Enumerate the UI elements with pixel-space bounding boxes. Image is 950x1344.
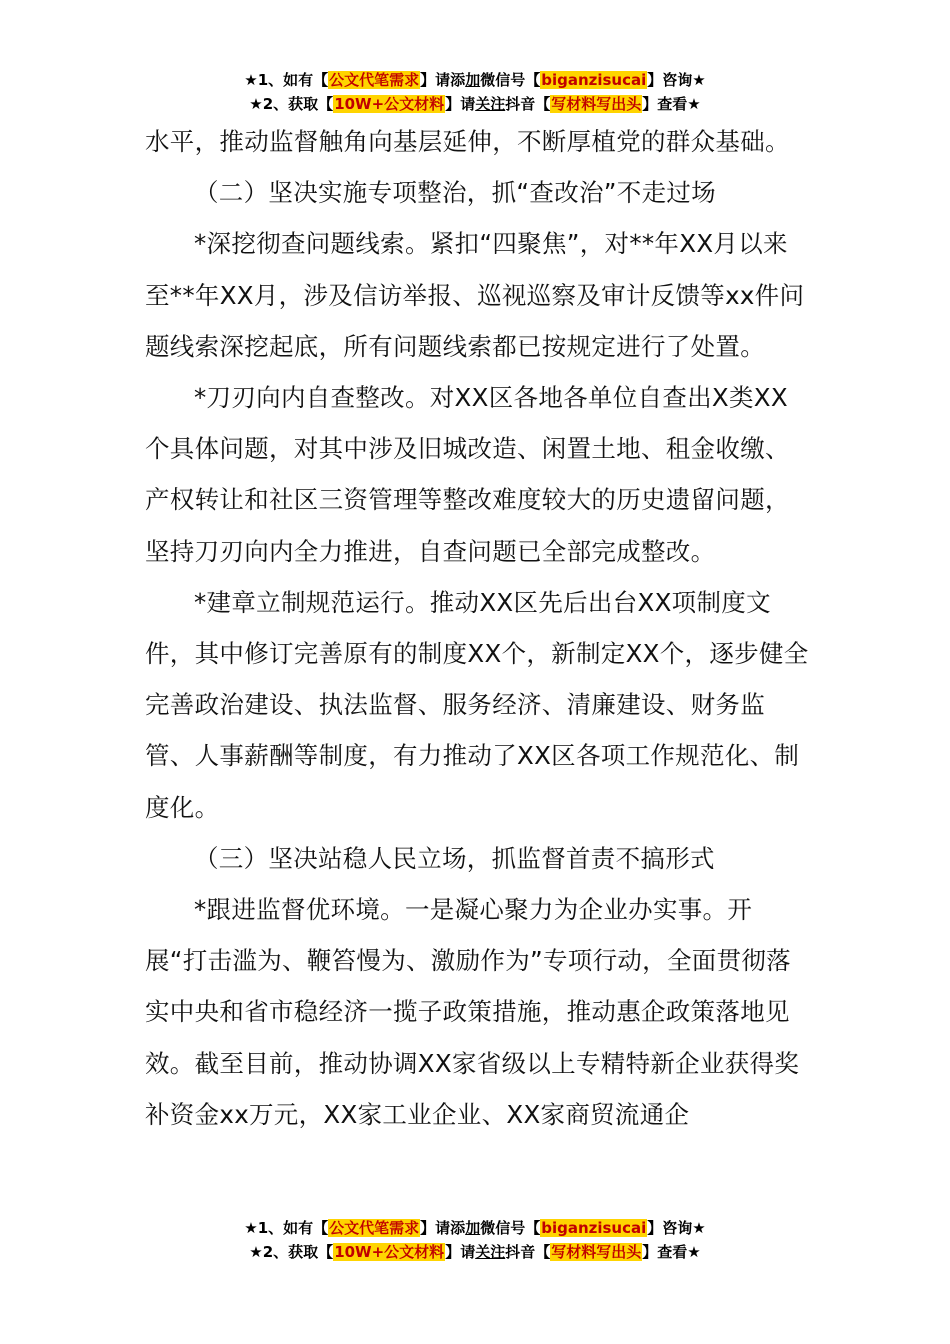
section-heading: （三）坚决站稳人民立场，抓监督首责不搞形式 (194, 843, 715, 873)
paragraph: *建章立制规范运行。推动XX区先后出台XX项制度文件，其中修订完善原有的制度XX个，新制定XX个，逐步健全完善政治建设、执法监督、服务经济、清廉建设、财务监管、人事薪酬等制度，有力推动了XX区各项工作规范化、制度化。 (145, 587, 809, 822)
banner-text: 】请 (445, 95, 476, 113)
highlight-wechat-id: biganzisucai (541, 1219, 647, 1237)
paragraph: 水平，推动监督触角向基层延伸，不断厚植党的群众基础。 (145, 127, 790, 156)
banner-emphasis: 关注 (475, 95, 506, 113)
banner-line-1 (0, 68, 950, 92)
banner-text: 抖音【 (505, 95, 551, 113)
banner-text: ★2、获取【 (249, 95, 334, 113)
highlight-wechat-id: biganzisucai (541, 71, 647, 89)
highlight-douyin: 写材料写出头 (551, 95, 642, 113)
banner-emphasis: 加 (465, 1219, 481, 1237)
paragraph: *深挖彻查问题线索。紧扣“四聚焦”，对**年XX月以来至**年XX月，涉及信访举报、巡视巡察及审计反馈等xx件问题线索深挖起底，所有问题线索都已按规定进行了处置。 (145, 229, 805, 361)
banner-emphasis: 加 (465, 71, 481, 89)
highlight-service: 公文代笔需求 (329, 71, 420, 89)
banner-text: ★1、如有【 (244, 71, 329, 89)
highlight-douyin: 写材料写出头 (551, 1243, 642, 1261)
banner-text: 】请 (445, 1243, 476, 1261)
banner-text: 】咨询★ (647, 71, 706, 89)
paragraph: *跟进监督优环境。一是凝心聚力为企业办实事。开展“打击滥为、鞭笞慢为、激励作为”专项行动，全面贯彻落实中央和省市稳经济一揽子政策措施，推动惠企政策落地见效。截至目前，推动协调XX家省级以上专精特新企业获得奖补资金xx万元，XX家工业企业、XX家商贸流通企 (145, 895, 800, 1129)
banner-text: 】查看★ (642, 95, 701, 113)
banner-text: ★1、如有【 (244, 1219, 329, 1237)
banner-line-2 (0, 1240, 950, 1264)
document-body (145, 116, 809, 1140)
banner-text: 】请添 (420, 71, 466, 89)
banner-line-1 (0, 1216, 950, 1240)
banner-text: 微信号【 (480, 71, 541, 89)
banner-text: 微信号【 (480, 1219, 541, 1237)
banner-text: 】查看★ (642, 1243, 701, 1261)
highlight-materials: 10W+公文材料 (334, 95, 445, 113)
banner-emphasis: 关注 (475, 1243, 506, 1261)
paragraph: *刀刃向内自查整改。对XX区各地各单位自查出X类XX个具体问题，对其中涉及旧城改造、闲置土地、租金收缴、产权转让和社区三资管理等整改难度较大的历史遗留问题，坚持刀刃向内全力推进，自查问题已全部完成整改。 (145, 383, 790, 566)
highlight-service: 公文代笔需求 (329, 1219, 420, 1237)
banner-text: 抖音【 (505, 1243, 551, 1261)
banner-text: 】请添 (420, 1219, 466, 1237)
banner-text: 】咨询★ (647, 1219, 706, 1237)
banner-text: ★2、获取【 (249, 1243, 334, 1261)
section-heading: （二）坚决实施专项整治，抓“查改治”不走过场 (194, 178, 716, 208)
footer-banner (0, 1216, 950, 1264)
header-banner (0, 68, 950, 116)
banner-line-2 (0, 92, 950, 116)
highlight-materials: 10W+公文材料 (334, 1243, 445, 1261)
